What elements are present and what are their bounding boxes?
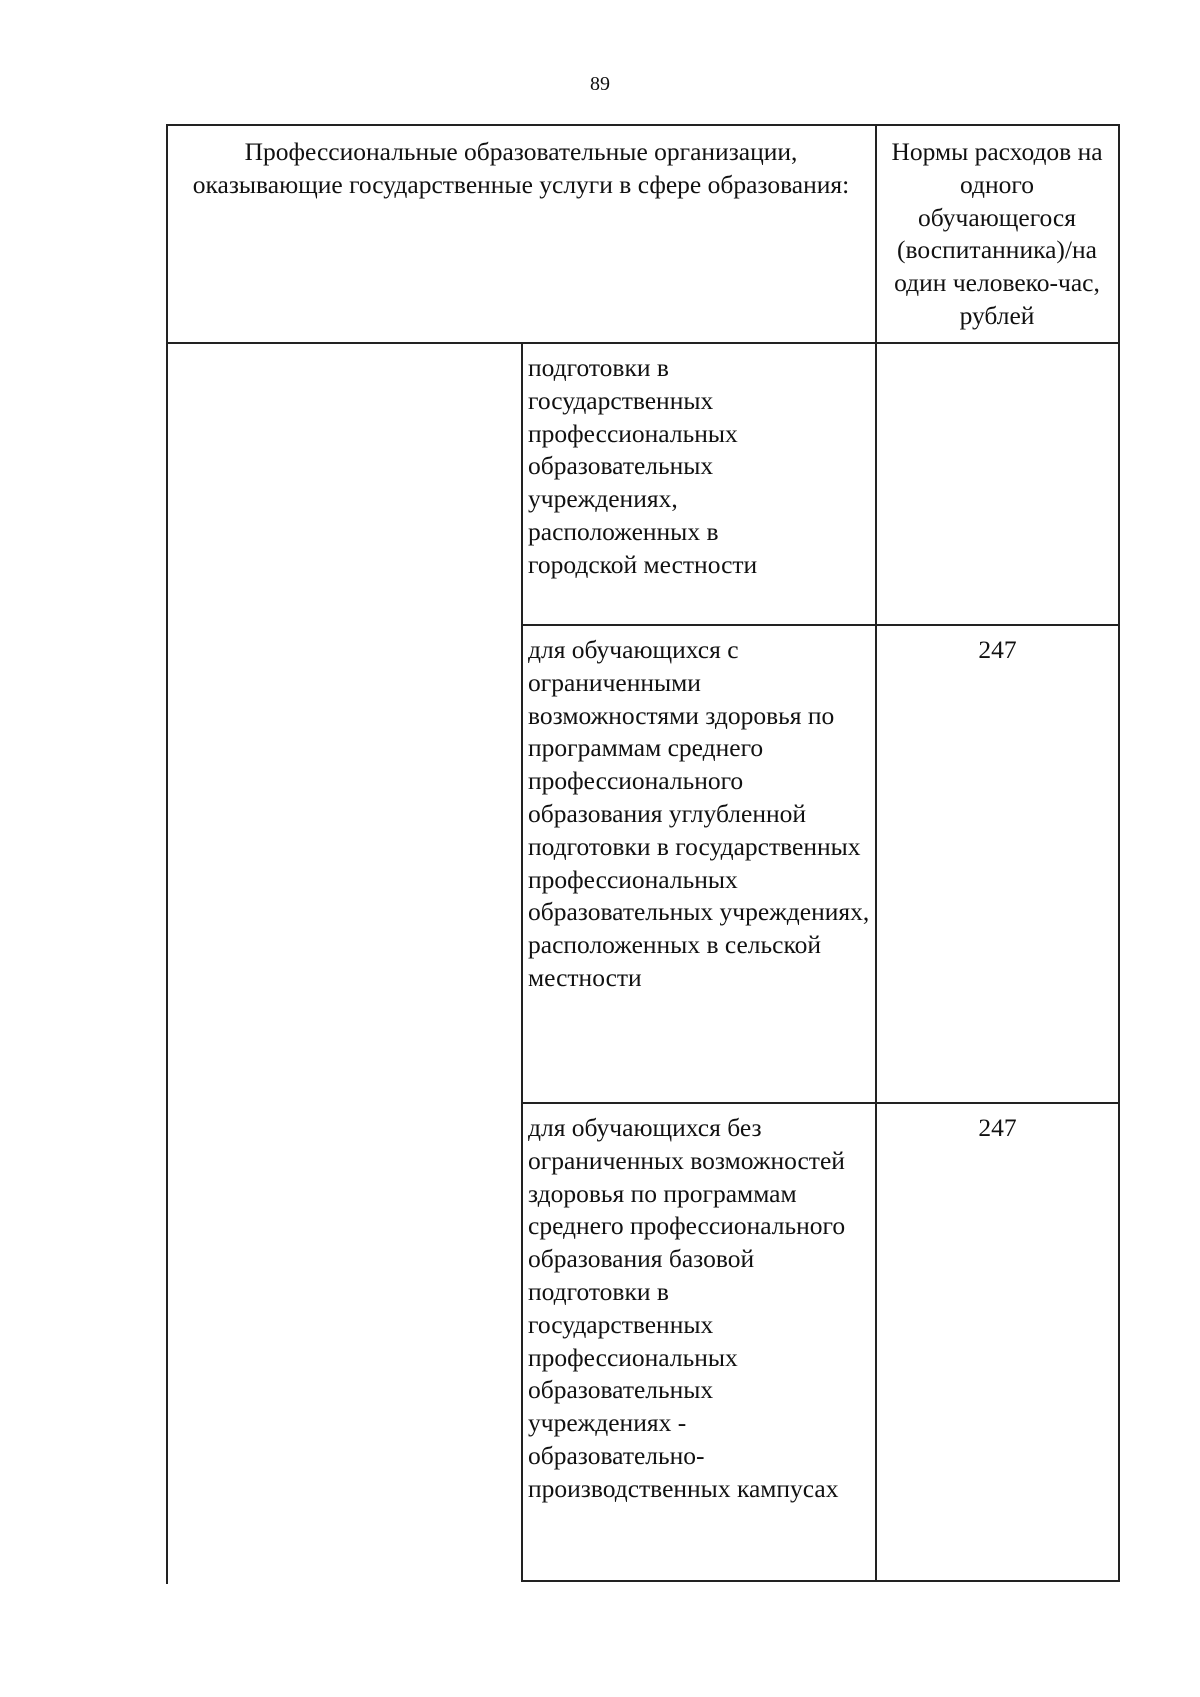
row-3-description: для обучающихся без ограниченных возможностей здоровья по программам среднего профессионального образования базовой подготовки в государственных профессиональных образовательных учреждениях - образовательно-производственных кампусах: [528, 1113, 846, 1503]
row-1-bottom-border: [521, 624, 1120, 626]
row-1-description: подготовки в государственных профессиональных образовательных учреждениях, расположенных в городской местности: [528, 353, 758, 579]
value-column-border: [875, 342, 877, 1582]
table-top-border: [166, 124, 1120, 126]
row-3-bottom-border: [521, 1580, 1120, 1582]
row-3-value: 247: [978, 1113, 1017, 1142]
row-2-description: для обучающихся с ограниченными возможностями здоровья по программам среднего профессионального образования углубленной подготовки в государственных профессиональных образовательных учреждениях, расположенных в сельской местности: [528, 635, 870, 992]
norms-table: [166, 124, 1120, 1584]
header-organizations: Профессиональные образовательные организации, оказывающие государственные услуги в сфере образования:: [192, 137, 850, 199]
header-bottom-border: [166, 342, 1120, 344]
page-number: 89: [590, 73, 610, 95]
table-left-border: [166, 124, 168, 1584]
header-norms: Нормы расходов на одного обучающегося (воспитанника)/на один человеко-час, рублей: [891, 137, 1103, 330]
row-2-value: 247: [978, 635, 1017, 664]
header-divider: [875, 124, 877, 342]
table-right-border: [1118, 124, 1120, 1582]
row-2-bottom-border: [521, 1102, 1120, 1104]
description-column-border: [521, 342, 523, 1582]
